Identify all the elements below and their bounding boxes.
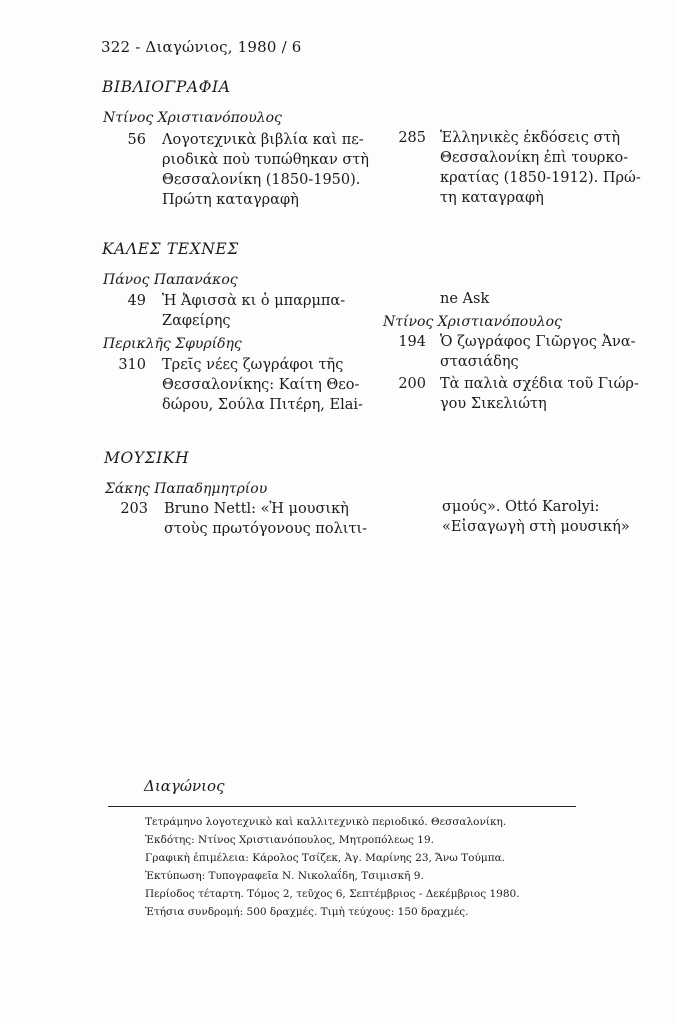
entry-line: γου Σικελιώτη [440, 396, 547, 412]
entry-line: Bruno Nettl: «Ἡ μουσικὴ [164, 501, 349, 517]
entry-number: 49 [127, 293, 146, 309]
entry-line: Τὰ παλιὰ σχέδια τοῦ Γιώρ- [440, 376, 639, 392]
section-title-music: ΜΟΥΣΙΚΗ [104, 449, 190, 467]
author-name: Σάκης Παπαδημητρίου [105, 481, 268, 497]
entry-line: ριοδικὰ ποὺ τυπώθηκαν στὴ [162, 152, 369, 168]
section-title-fine-arts: ΚΑΛΕΣ ΤΕΧΝΕΣ [102, 240, 239, 258]
running-header: 322 - Διαγώνιος, 1980 / 6 [101, 38, 302, 56]
continuation-line: σμούς». Ottó Karolyi: [442, 499, 600, 515]
entry-number: 200 [398, 376, 426, 392]
entry-line: στοὺς πρωτόγονους πολιτι- [164, 521, 368, 537]
colophon-divider [108, 806, 576, 807]
entry-line: Ζαφείρης [162, 313, 231, 329]
entry-line: δώρου, Σούλα Πιτέρη, Elai- [162, 397, 363, 413]
author-name: Περικλῆς Σφυρίδης [103, 336, 242, 352]
entry-line: Θεσσαλονίκη ἐπὶ τουρκο- [440, 150, 629, 166]
entry-line: Θεσσαλονίκη (1850-1950). [162, 172, 361, 188]
author-name: Ντίνος Χριστιανόπουλος [103, 110, 282, 126]
entry-line: Ὁ ζωγράφος Γιῶργος Ἀνα- [440, 334, 636, 350]
entry-number: 56 [127, 132, 146, 148]
entry-line: Ἑλληνικὲς ἐκδόσεις στὴ [440, 130, 621, 146]
section-title-bibliography: ΒΙΒΛΙΟΓΡΑΦΙΑ [102, 78, 231, 96]
author-name: Ντίνος Χριστιανόπουλος [383, 314, 562, 330]
entry-line: Τρεῖς νέες ζωγράφοι τῆς [162, 357, 344, 373]
colophon-line: Γραφικὴ ἐπιμέλεια: Κάρολος Τσίζεκ, Ἀγ. Μαρίνης 23, Ἄνω Τούμπα. [145, 852, 506, 864]
entry-number: 194 [398, 334, 426, 350]
continuation-line: «Εἰσαγωγὴ στὴ μουσική» [442, 519, 630, 535]
colophon-line: Τετράμηνο λογοτεχνικὸ καὶ καλλιτεχνικὸ περιοδικό. Θεσσαλονίκη. [145, 816, 507, 828]
entry-number: 203 [120, 501, 148, 517]
colophon-title: Διαγώνιος [144, 777, 225, 795]
colophon-line: Ἐτήσια συνδρομή: 500 δραχμές. Τιμὴ τεύχους: 150 δραχμές. [145, 906, 469, 918]
entry-line: Ἡ Ἀφισσὰ κι ὁ μπαρμπα- [162, 293, 346, 309]
entry-line: Λογοτεχνικὰ βιβλία καὶ πε- [162, 132, 364, 148]
entry-number: 285 [398, 130, 426, 146]
colophon-line: Ἐκδότης: Ντίνος Χριστιανόπουλος, Μητροπόλεως 19. [145, 834, 434, 846]
entry-line: Πρώτη καταγραφὴ [162, 192, 299, 208]
entry-line: Θεσσαλονίκης: Καίτη Θεο- [162, 377, 360, 393]
author-name: Πάνος Παπανάκος [103, 272, 238, 288]
entry-line: κρατίας (1850-1912). Πρώ- [440, 170, 641, 186]
continuation-line: ne Ask [440, 291, 490, 307]
entry-line: στασιάδης [440, 354, 519, 370]
entry-number: 310 [118, 357, 146, 373]
colophon-line: Ἐκτύπωση: Τυπογραφεῖα Ν. Νικολαΐδη, Τσιμισκῆ 9. [145, 870, 424, 882]
colophon-line: Περίοδος τέταρτη. Τόμος 2, τεῦχος 6, Σεπτέμβριος - Δεκέμβριος 1980. [145, 888, 520, 900]
entry-line: τη καταγραφὴ [440, 190, 544, 206]
